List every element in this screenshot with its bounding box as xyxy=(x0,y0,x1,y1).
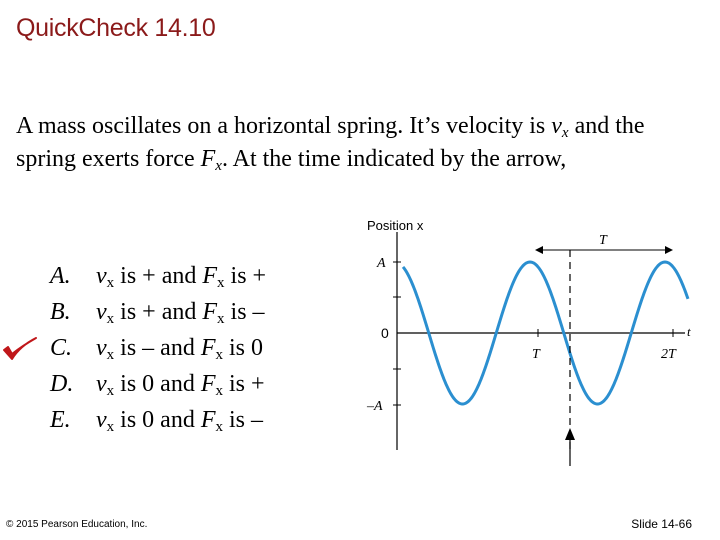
tick-label-2T: 2T xyxy=(661,347,676,362)
question-part3: . At the time indicated by the arrow, xyxy=(221,146,567,172)
option-letter: B. xyxy=(50,299,71,325)
option-text xyxy=(96,402,263,438)
force-subscript: x xyxy=(215,158,222,174)
option-v: v xyxy=(96,263,107,289)
option-mid: is 0 and xyxy=(114,371,201,397)
option-v: v xyxy=(96,335,107,361)
tick-label-A: A xyxy=(377,256,386,271)
force-symbol: F xyxy=(200,146,216,172)
option-text xyxy=(96,258,266,294)
option-f-sub: x xyxy=(215,347,223,363)
question-part1: A mass oscillates on a horizontal spring. It’s velocity is xyxy=(16,113,552,139)
option-letter: C. xyxy=(50,335,73,361)
option-v-sub: x xyxy=(106,275,115,291)
slide-title: QuickCheck 14.10 xyxy=(16,14,216,42)
option-end: is + xyxy=(223,371,265,397)
option-f: F xyxy=(200,335,216,361)
checkmark-icon xyxy=(0,334,40,364)
option-letter: A. xyxy=(50,263,71,289)
option-mid: is – and xyxy=(114,335,201,361)
period-arrowhead-right xyxy=(665,246,673,254)
tick-label-negA: –A xyxy=(367,399,383,414)
option-v-sub: x xyxy=(106,347,115,363)
option-f-sub: x xyxy=(215,419,223,435)
option-v-sub: x xyxy=(106,419,115,435)
option-letter: E. xyxy=(50,407,71,433)
option-mid: is + and xyxy=(114,263,203,289)
option-end: is – xyxy=(223,407,264,433)
option-v-sub: x xyxy=(106,383,115,399)
option-f-sub: x xyxy=(217,311,225,327)
option-text xyxy=(96,294,265,330)
option-v: v xyxy=(96,407,107,433)
option-letter: D. xyxy=(50,371,74,397)
period-label: T xyxy=(599,233,607,248)
option-v: v xyxy=(96,299,107,325)
option-f-sub: x xyxy=(217,275,225,291)
velocity-symbol: v xyxy=(551,113,562,139)
option-f: F xyxy=(200,371,216,397)
question-text xyxy=(16,110,696,176)
option-mid: is 0 and xyxy=(114,407,201,433)
slide-number: Slide 14-66 xyxy=(631,517,692,531)
option-v: v xyxy=(96,371,107,397)
velocity-subscript: x xyxy=(561,125,569,141)
option-v-sub: x xyxy=(106,311,115,327)
option-f: F xyxy=(202,263,218,289)
option-f: F xyxy=(202,299,218,325)
y-axis-label: Position x xyxy=(367,218,424,233)
option-end: is + xyxy=(224,263,267,289)
option-text xyxy=(96,366,265,402)
tick-label-zero: 0 xyxy=(381,325,389,341)
period-arrowhead-left xyxy=(535,246,543,254)
position-time-graph xyxy=(355,210,695,475)
t-axis-label: t xyxy=(687,324,691,339)
option-end: is – xyxy=(224,299,265,325)
option-mid: is + and xyxy=(114,299,203,325)
copyright-text: © 2015 Pearson Education, Inc. xyxy=(6,519,148,530)
option-end: is 0 xyxy=(223,335,264,361)
option-text xyxy=(96,330,263,366)
option-f: F xyxy=(200,407,216,433)
option-f-sub: x xyxy=(215,383,223,399)
tick-label-T: T xyxy=(532,347,540,362)
question-part2: and the spring exerts force xyxy=(16,113,645,172)
